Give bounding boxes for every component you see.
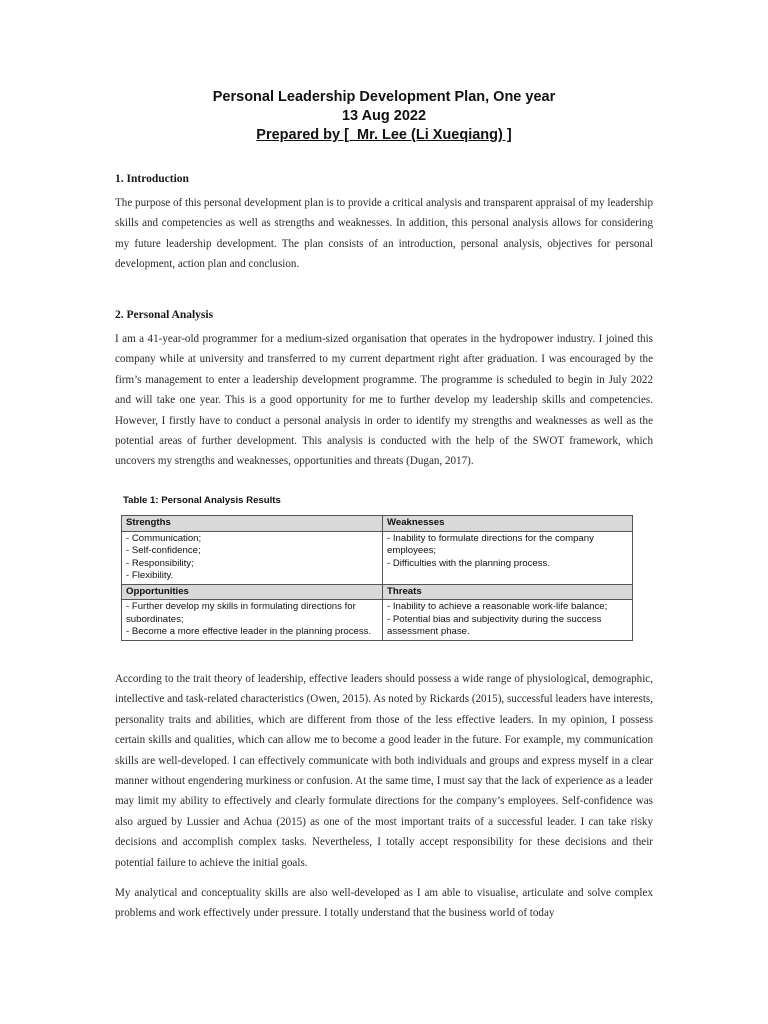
threats-header: Threats (383, 584, 633, 600)
table-row (122, 531, 633, 584)
weakness-item: - Difficulties with the planning process. (387, 557, 550, 569)
threat-item: - Inability to achieve a reasonable work-life balance; (387, 601, 608, 612)
opportunities-cell (122, 600, 383, 641)
personal-analysis-block-2 (115, 669, 653, 873)
personal-analysis-block (115, 329, 653, 472)
document-title: Personal Leadership Development Plan, One year (212, 89, 556, 105)
document-header (0, 88, 768, 145)
table-header-row (122, 584, 633, 600)
opportunities-header: Opportunities (122, 584, 383, 600)
introduction-block (115, 193, 653, 275)
strength-item: - Flexibility. (126, 570, 174, 581)
section-heading-introduction: 1. Introduction (115, 173, 189, 185)
weaknesses-cell (383, 531, 633, 584)
personal-analysis-paragraph-3: My analytical and conceptuality skills are also well-developed as I am able to visualise, articulate and solve complex problems and work effectively under pressure. I totally understand that the business world of today (115, 887, 653, 920)
swot-table (121, 515, 633, 641)
weaknesses-header: Weaknesses (383, 516, 633, 532)
strengths-cell (122, 531, 383, 584)
personal-analysis-paragraph-1: I am a 41-year-old programmer for a medium-sized organisation that operates in the hydropower industry. I joined this company while at university and transferred to my current department right after graduation. I was encouraged by the firm’s management to enter a leadership development programme. The programme is scheduled to begin in July 2022 and will take one year. This is a good opportunity for me to further develop my leadership skills and competencies. However, I firstly have to conduct a personal analysis in order to identify my strengths and weaknesses as well as the potential areas of further development. This analysis is conducted with the help of the SWOT framework, which uncovers my strengths and weaknesses, opportunities and threats (Dugan, 2017). (115, 333, 653, 468)
introduction-paragraph: The purpose of this personal development plan is to provide a critical analysis and transparent appraisal of my leadership skills and competencies as well as strengths and weaknesses. In addition, this personal analysis allows for considering my future leadership development. The plan consists of an introduction, personal analysis, objectives for personal development, action plan and conclusion. (115, 197, 653, 271)
section-heading-personal-analysis: 2. Personal Analysis (115, 309, 214, 321)
strength-item: - Communication; (126, 532, 202, 544)
opportunity-item: - Further develop my skills in formulating directions for subordinates; (126, 601, 356, 625)
personal-analysis-paragraph-2: According to the trait theory of leadership, effective leaders should possess a wide range of physiological, demographic, intellective and task-related characteristics (Owen, 2015). As noted by Rickards (2015), successful leaders have interests, personality traits and abilities, which are different from those of the less effective leaders. In my opinion, I possess certain skills and qualities, which can allow me to become a good leader in the future. For example, my communication skills are well-developed. I can effectively communicate with both individuals and groups and express myself in a clear manner without engendering murkiness or confusion. At the same time, I must say that the lack of experience as a leader may limit my ability to effectively and clearly formulate directions for the company’s employees. Self-confidence was also argued by Lussier and Achua (2015) as one of the most important traits of a successful leader. I can take risky decisions and accomplish complex tasks. Nevertheless, I totally accept responsibility for these decisions and their potential failure to achieve the initial goals. (115, 673, 653, 869)
prepared-by: Prepared by [_Mr. Lee (Li Xueqiang) ] (256, 127, 512, 143)
threat-item: - Potential bias and subjectivity during the success assessment phase. (387, 613, 602, 637)
table-header-row (122, 516, 633, 532)
threats-cell (383, 600, 633, 641)
section-introduction (115, 173, 653, 185)
opportunity-item: - Become a more effective leader in the planning process. (126, 626, 372, 637)
strengths-header: Strengths (122, 516, 383, 532)
weakness-item: - Inability to formulate directions for the company employees; (387, 532, 594, 556)
table-caption: Table 1: Personal Analysis Results (123, 495, 281, 506)
personal-analysis-block-3 (115, 883, 653, 924)
strength-item: - Self-confidence; (126, 545, 201, 556)
table-row (122, 600, 633, 641)
strength-item: - Responsibility; (126, 557, 194, 569)
section-personal-analysis (115, 309, 653, 321)
document-date: 13 Aug 2022 (341, 108, 427, 124)
